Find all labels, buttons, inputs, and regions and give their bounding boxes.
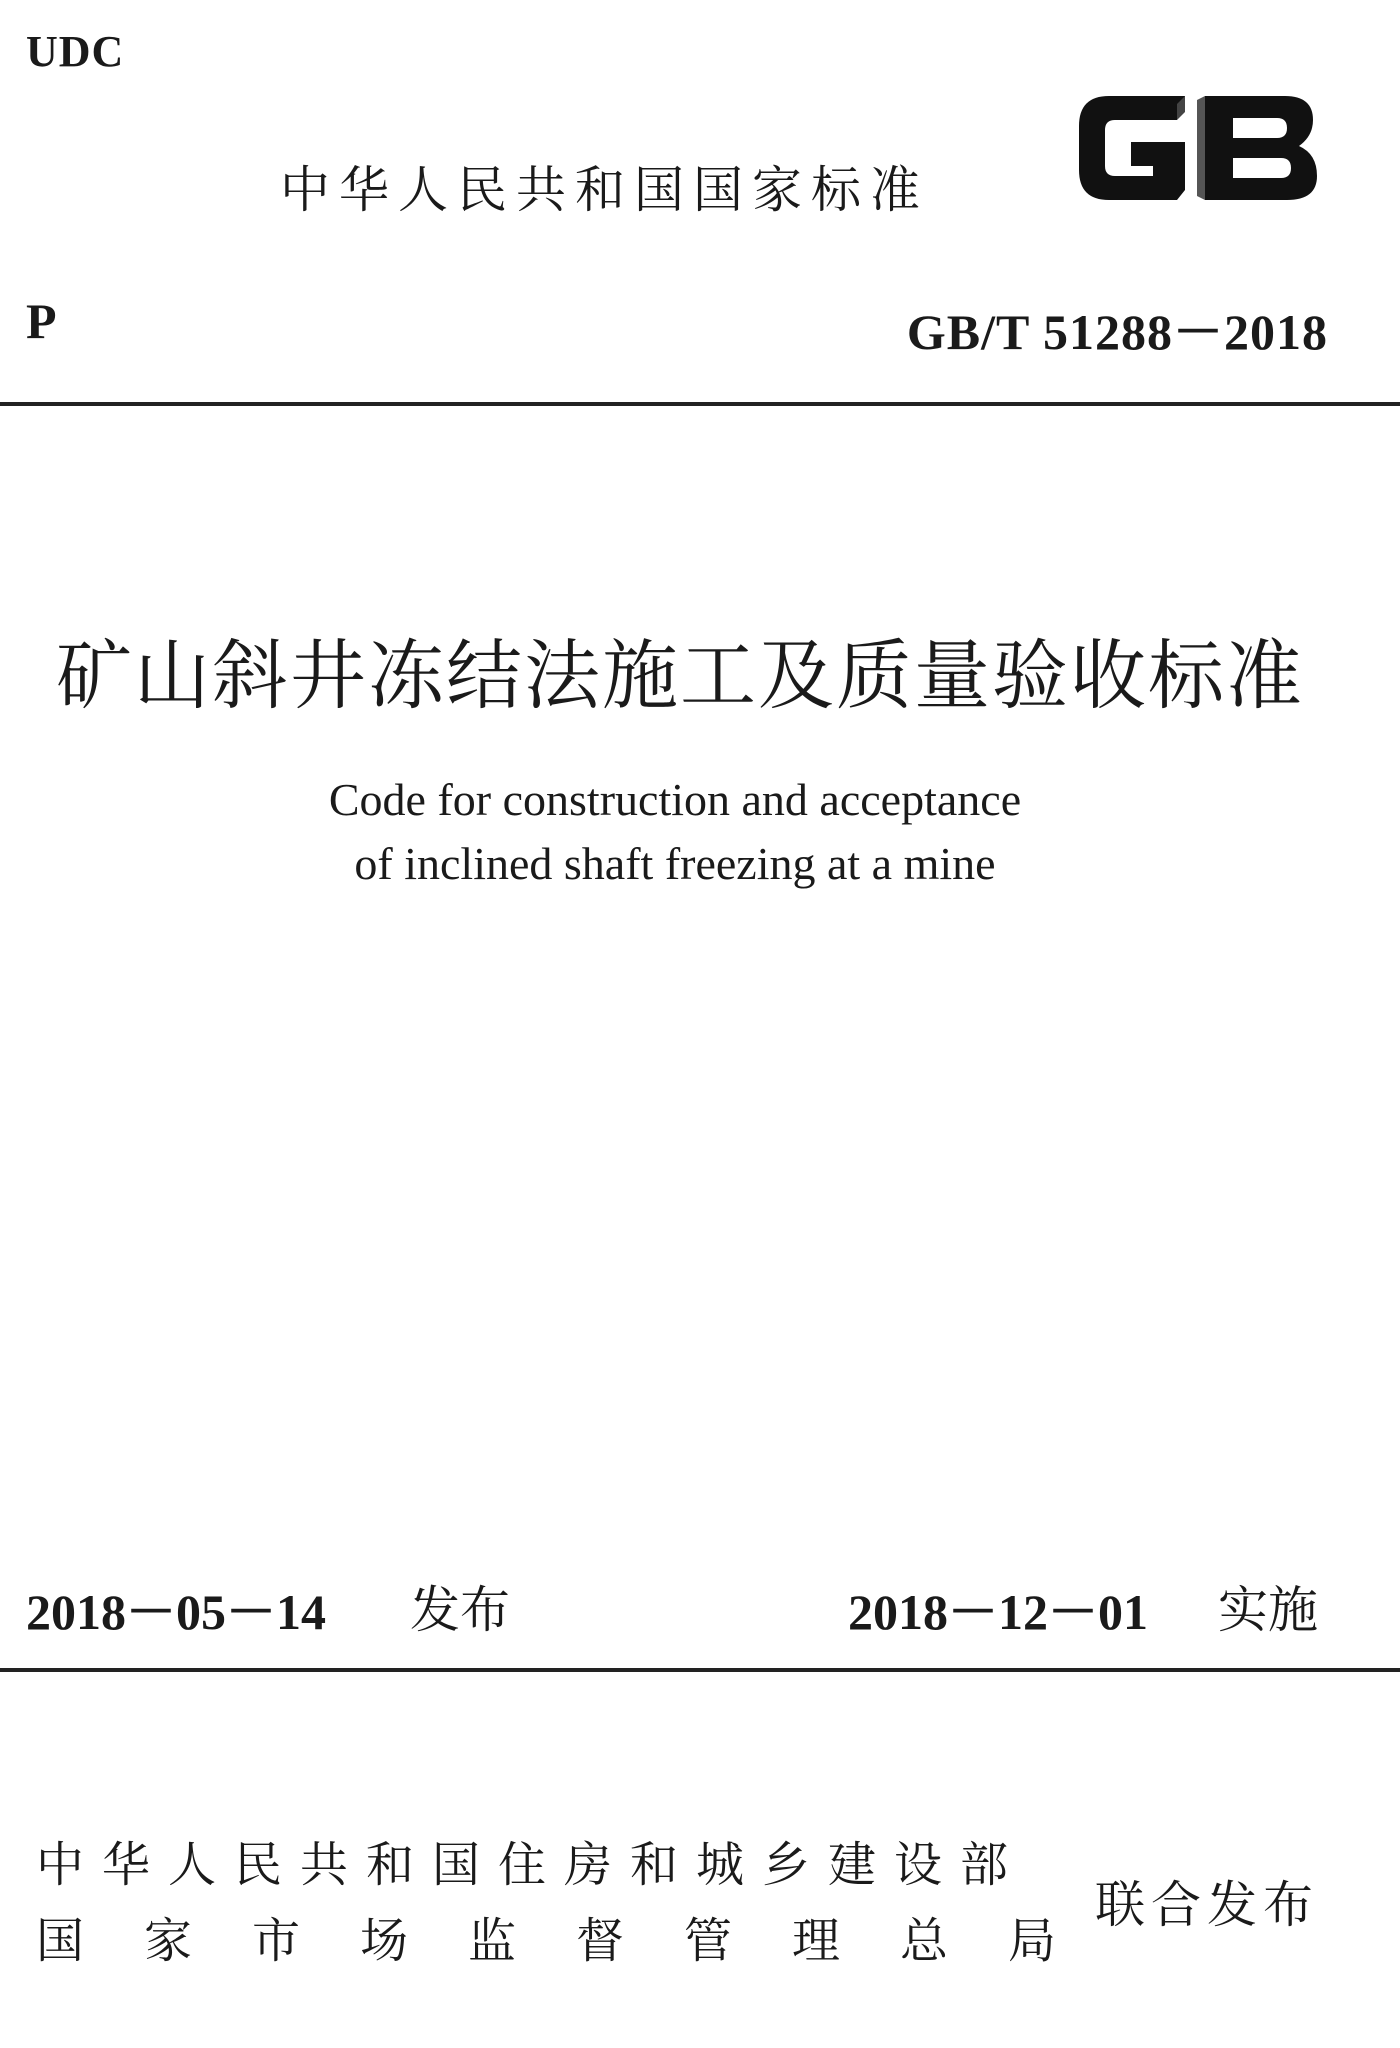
issue-label: 发布 (410, 1581, 510, 1639)
issuer-ministry: 中华人民共和国住房和城乡建设部 (36, 1837, 1027, 1893)
issuer-administration: 国家市场监督管理总局 (36, 1913, 1117, 1969)
effective-date: 2018－12－01 (848, 1584, 1148, 1640)
title-chinese: 矿山斜井冻结法施工及质量验收标准 (56, 631, 1304, 720)
standard-number: GB/T 51288－2018 (906, 304, 1328, 360)
national-standard-heading: 中华人民共和国国家标准 (280, 161, 929, 219)
gb-logo (1065, 78, 1327, 218)
top-divider (0, 402, 1400, 406)
title-english (0, 768, 1350, 896)
joint-issue-label: 联合发布 (1095, 1876, 1319, 1934)
udc-label: UDC (26, 27, 125, 76)
effective-label: 实施 (1218, 1581, 1318, 1639)
title-english-line1: Code for construction and acceptance (328, 774, 1022, 825)
category-code: P (26, 293, 57, 349)
issue-date: 2018－05－14 (26, 1584, 326, 1640)
bottom-divider (0, 1668, 1400, 1672)
title-english-line2: of inclined shaft freezing at a mine (354, 838, 996, 889)
